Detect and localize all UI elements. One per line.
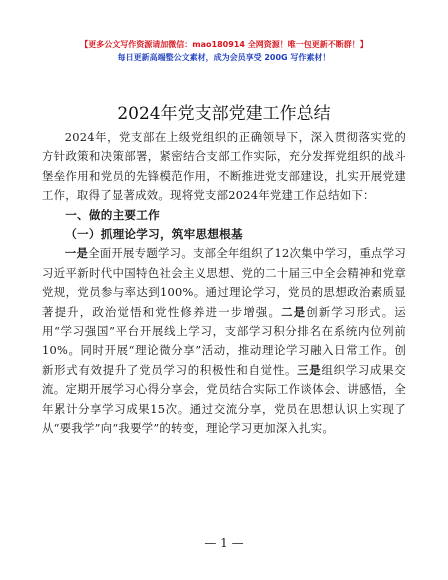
document-body: [42, 128, 406, 439]
promo-banner-line-1: 【更多公文写作资源请加微信：mao180914 全网资源！唯一包更新不断群！】: [80, 40, 368, 49]
promo-banner-line-2: 每日更新高端整公文素材，成为会员享受 200G 写作素材！: [117, 53, 331, 62]
point-lead-2: 二是: [281, 304, 307, 319]
subsection-heading: （一）抓理论学习，筑牢思想根基: [65, 227, 243, 242]
point-lead-3: 三是: [297, 362, 322, 377]
document-title: 2024年党支部党建工作总结: [117, 104, 331, 124]
point-text-2: 创新学习形式。运用“学习强国”平台开展线上学习，支部学习积分排名在系统内位列前10%。同时开展“理论微分享”活动，推动理论学习融入日常工作。创新形式有效提升了党员学习的积极性和自觉性。: [42, 304, 406, 377]
point-lead-1: 一是: [64, 246, 89, 261]
point-text-1: 全面开展专题学习。支部全年组织了12次集中学习，重点学习习近平新时代中国特色社会主义思想、党的二十届三中全会精神和党章党规，党员参与率达到100%。通过理论学习，党员的思想政治素质显著提升，政治觉悟和党性修养进一步增强。: [42, 246, 406, 319]
page-number: — 1 —: [204, 536, 244, 550]
intro-paragraph: 2024年，党支部在上级党组织的正确领导下，深入贯彻落实党的方针政策和决策部署，紧密结合支部工作实际，充分发挥党组织的战斗堡垒作用和党员的先锋模范作用，不断推进党支部建设，扎实开展党建工作，取得了显著成效。现将党支部2024年党建工作总结如下：: [42, 130, 406, 203]
point-text-3: 组织学习成果交流。定期开展学习心得分享会，党员结合实际工作谈体会、讲感悟，全年累计分享学习成果15次。通过交流分享，党员在思想认识上实现了从“要我学”向“我要学”的转变，理论学习更加深入扎实。: [42, 362, 406, 436]
section-heading: 一、做的主要工作: [65, 207, 160, 222]
body-paragraph: [42, 244, 406, 438]
